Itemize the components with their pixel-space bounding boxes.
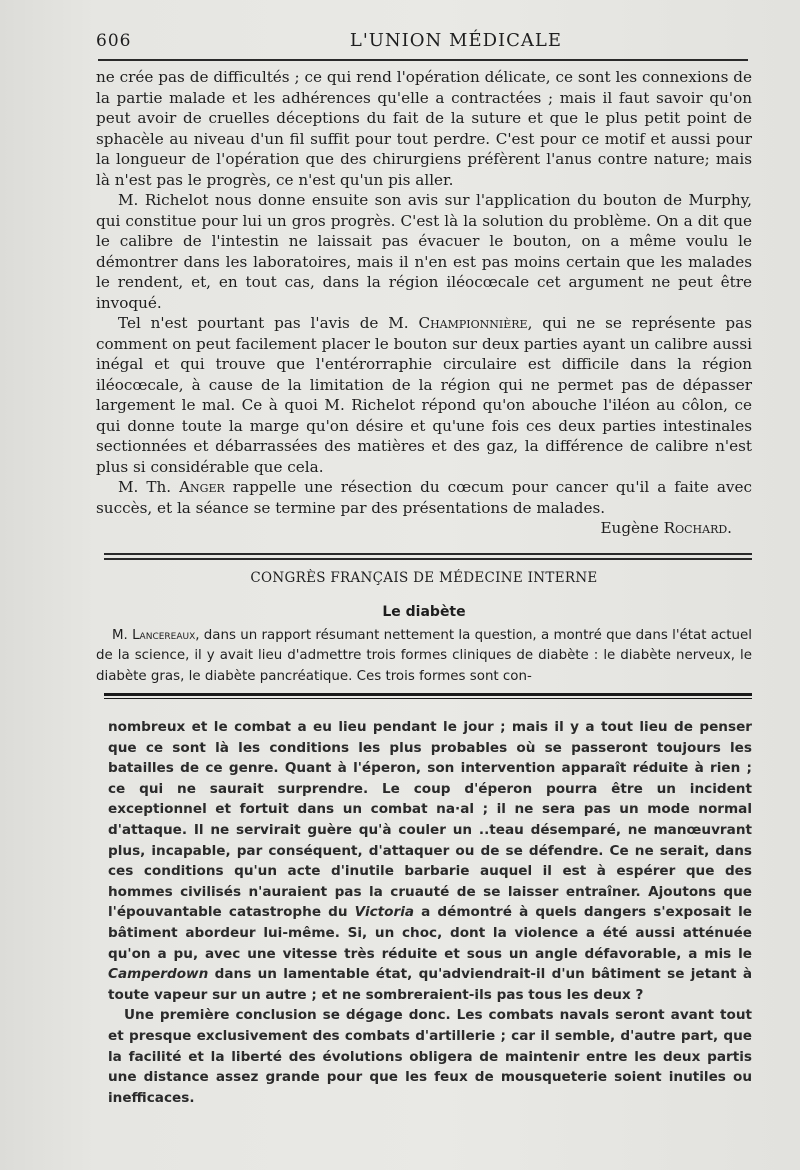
text-run: , dans un rapport résumant nettement la question, a montré que dans l'état actuel de la science, il y avait lieu d'admettre trois formes cliniques de diabète : le diabète nerveux, le diabète gras, le diabète pancréatique. Ces trois formes sont con- <box>96 627 752 684</box>
header-rule <box>98 59 748 61</box>
article-congress <box>96 570 752 688</box>
text-run: a démontré à quels dangers s'exposait le bâtiment abordeur lui-même. Si, un choc, dont la violence a été aussi atténuée qu'on a pu, avec une vitesse très réduite et sous un angle défavorable, a mis le <box>108 904 752 962</box>
page-header <box>96 30 752 51</box>
person-name: Anger <box>179 478 225 496</box>
paragraph: Une première conclusion se dégage donc. Les combats navals seront avant tout et presque exclusivement des combats d'artillerie ; car il semble, d'autre part, que la facilité et la liberté des évolutions obligera de maintenir entre les deux partis une distance assez grande pour que les feux de mousqueterie soient inutiles ou inefficaces. <box>108 1007 752 1106</box>
author-signature <box>96 518 732 539</box>
article-naval <box>96 717 752 1108</box>
paragraph <box>96 477 752 518</box>
ship-name: Camperdown <box>108 966 209 983</box>
person-name: Lancereaux <box>132 627 196 643</box>
page-divider <box>104 693 752 699</box>
text-run: M. Th. <box>118 478 180 496</box>
person-name: Championnière <box>418 314 528 332</box>
page-number: 606 <box>96 31 132 51</box>
text-run: dans un lamentable état, qu'adviendrait-il d'un bâtiment se jetant à toute vapeur sur un autre ; et ne sombreraient-ils pas tous les deux ? <box>108 966 752 1003</box>
ship-name: Victoria <box>354 904 415 921</box>
paragraph <box>96 313 752 477</box>
text-run: , qui ne se représente pas comment on peut facilement placer le bouton sur deux parties ayant un calibre aussi inégal et qui trouve que l'entérorraphie circulaire est difficile dans la région iléocœcale, à cause de la limitation de la région qui ne permet pas de dépasser largement le mal. Ce à quoi M. Richelot répond qu'on abouche l'iléon au côlon, ce qui donne toute la marge qu'on désire et qu'une fois ces deux parties intestinales sectionnées et débarrassées des matières et des gaz, la différence de calibre n'est plus si considérable que cela. <box>96 314 752 476</box>
journal-title: L'UNION MÉDICALE <box>349 30 562 51</box>
paragraph <box>108 717 752 1005</box>
section-divider <box>104 553 752 560</box>
section-subtitle: Le diabète <box>382 603 466 620</box>
text-run: Tel n'est pourtant pas l'avis de M. <box>118 314 419 332</box>
text-run: nombreux et le combat a eu lieu pendant le jour ; mais il y a tout lieu de penser que ce sont là les conditions les plus probables où se passeront toujours les batailles de ce genre. Quant à l'éperon, son intervention apparaît réduite à rien ; ce qui ne saurait surprendre. Le coup d'éperon pourra être un incident exceptionnel et fortuit dans un combat na·al ; il ne sera pas un mode normal d'attaque. Il ne servirait guère qu'à couler un ..teau désemparé, ne manœuvrant plus, incapable, par conséquent, d'attaquer ou de se défendre. Ce ne serait, dans ces conditions qu'un acte d'inutile barbarie auquel il est à espérer que des hommes civilisés n'auraient pas la cruauté de se laisser entraîner. Ajoutons que l'épouvantable catastrophe du <box>108 719 752 921</box>
article-surgery <box>96 67 752 539</box>
signature-first: Eugène <box>600 519 664 537</box>
signature-last: Rochard. <box>663 519 732 537</box>
text-run: M. <box>112 627 133 643</box>
text-run: rappelle une résection du cœcum pour cancer qu'il a faite avec succès, et la séance se termine par des présentations de malades. <box>96 478 752 517</box>
paragraph: M. Richelot nous donne ensuite son avis sur l'application du bouton de Murphy, qui constitue pour lui un gros progrès. C'est là la solution du problème. On a dit que le calibre de l'intestin ne laissait pas évacuer le bouton, on a même voulu le démontrer dans les laboratoires, mais il n'en est pas moins certain que les malades le rendent, et, en tout cas, dans la région iléocœcale cet argument ne peut être invoqué. <box>96 191 752 312</box>
paragraph: ne crée pas de difficultés ; ce qui rend l'opération délicate, ce sont les connexions de la partie malade et les adhérences qu'elle a contractées ; mais il faut savoir qu'on peut avoir de cruelles déceptions du fait de la suture et que le plus petit point de sphacèle au niveau d'un fil suffit pour tout perdre. C'est pour ce motif et aussi pour la longueur de l'opération que des chirurgiens préfèrent l'anus contre nature; mais là n'est pas le progrès, ce n'est qu'un pis aller. <box>96 68 752 189</box>
paragraph <box>96 626 752 688</box>
congress-title: CONGRÈS FRANÇAIS DE MÉDECINE INTERNE <box>250 569 598 586</box>
